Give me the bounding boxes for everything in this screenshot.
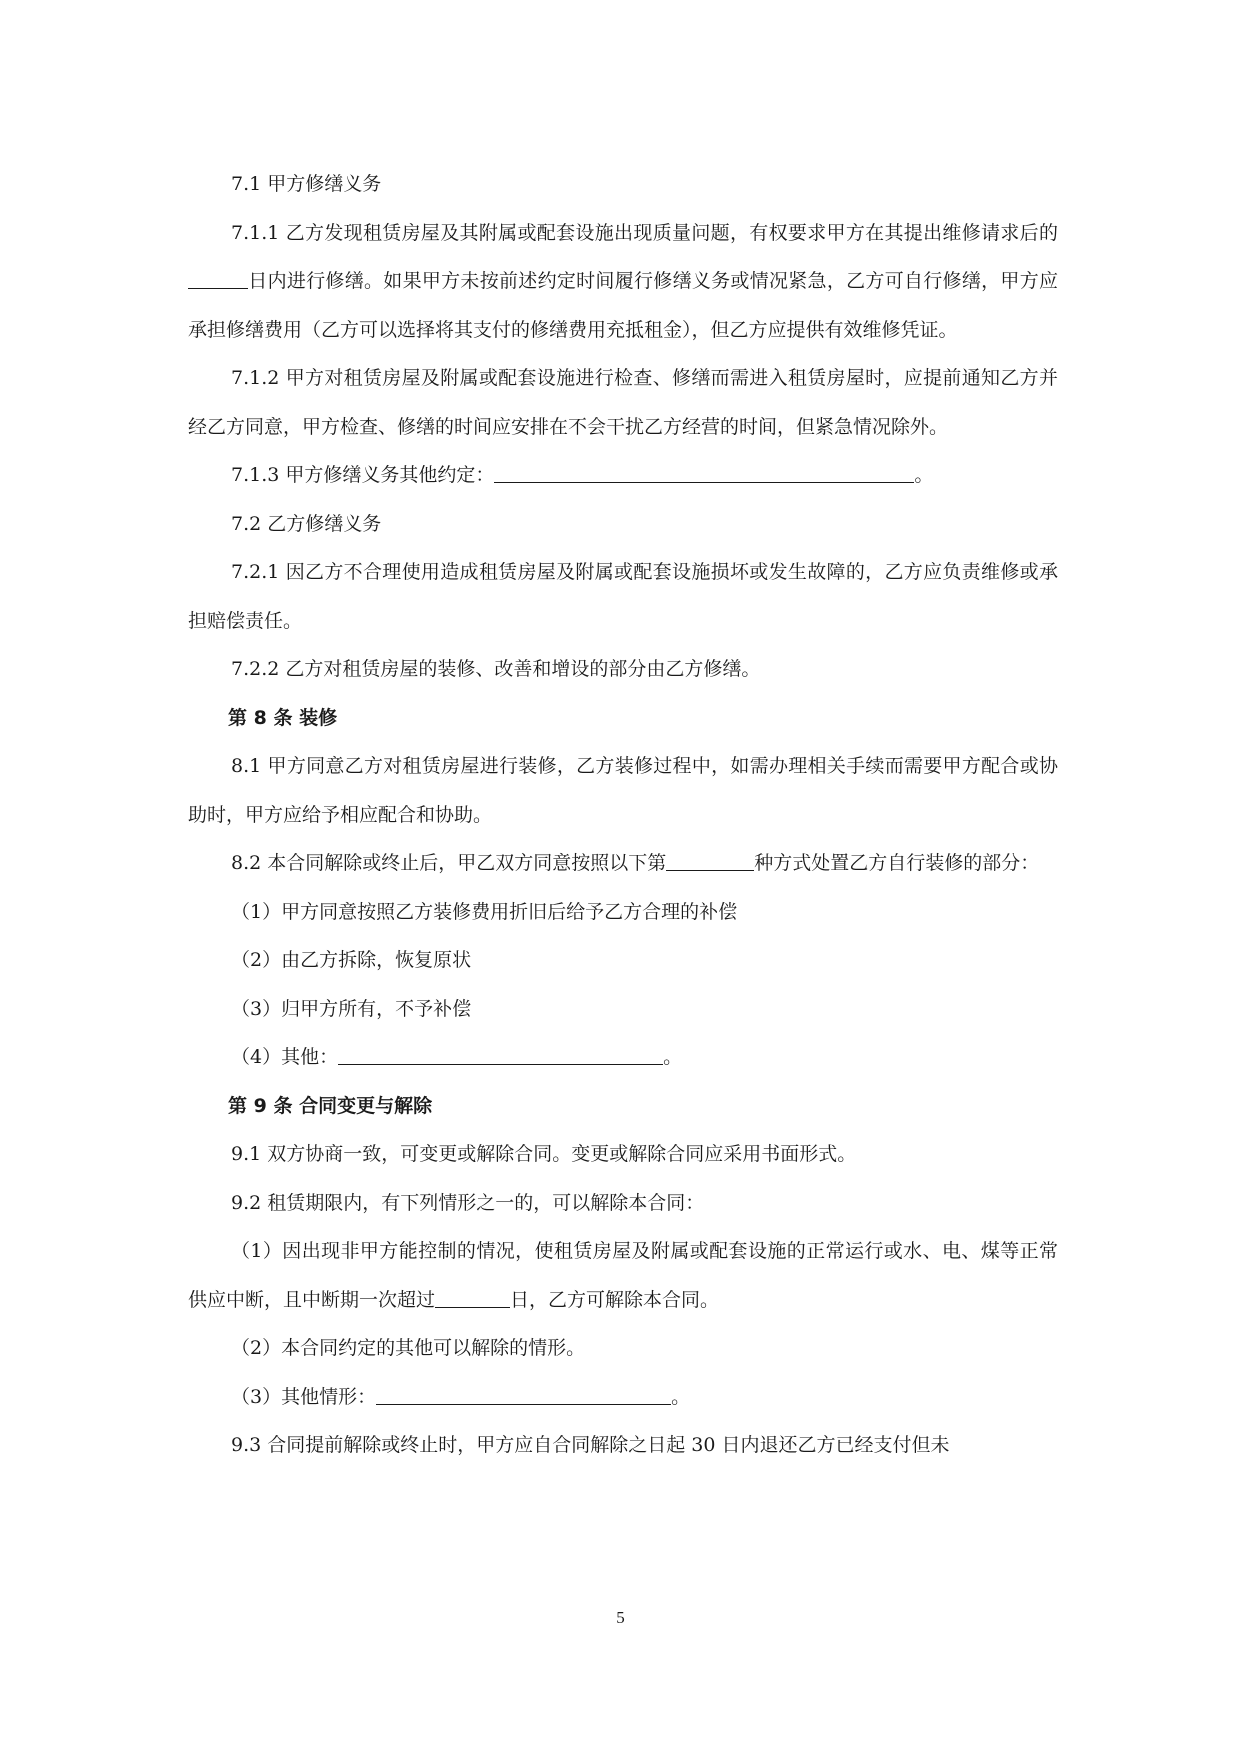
- section-7-1-heading: 7.1 甲方修缮义务: [231, 173, 382, 195]
- page-number: 5: [616, 1608, 625, 1627]
- clause-9-2-3: （3）其他情形： 。: [231, 1385, 691, 1408]
- clause-7-2-2: 7.2.2 乙方对租赁房屋的装修、改善和增设的部分由乙方修缮。: [231, 658, 761, 680]
- clause-9-3: 9.3 合同提前解除或终止时，甲方应自合同解除之日起 30 日内退还乙方已经支付但未: [231, 1434, 950, 1456]
- page-body: [188, 160, 1058, 1470]
- clause-7-1-3: 7.1.3 甲方修缮义务其他约定： 。: [231, 464, 934, 486]
- clause-7-1-1: 7.1.1 乙方发现租赁房屋及其附属或配套设施出现质量问题，有权要求甲方在其提出维修请求后的日内进行修缮。如果甲方未按前述约定时间履行修缮义务或情况紧急，乙方可自行修缮，甲方应承担修缮费用（乙方可以选择将其支付的修缮费用充抵租金），但乙方应提供有效维修凭证。: [188, 221, 1058, 341]
- option-3: （3）归甲方所有，不予补偿: [231, 997, 472, 1020]
- interruption-days-blank: [435, 1288, 510, 1308]
- option-4: （4）其他： 。: [231, 1046, 683, 1068]
- other-option-blank: [338, 1045, 663, 1065]
- option-1: （1）甲方同意按照乙方装修费用折旧后给予乙方合理的补偿: [231, 900, 738, 923]
- option-2: （2）由乙方拆除，恢复原状: [231, 949, 472, 971]
- clause-9-2-1: （1）因出现非甲方能控制的情况，使租赁房屋及附属或配套设施的正常运行或水、电、煤等正常供应中断，且中断期一次超过 日，乙方可解除本合同。: [188, 1240, 1058, 1311]
- clause-7-1-2: 7.1.2 甲方对租赁房屋及附属或配套设施进行检查、修缮而需进入租赁房屋时，应提前通知乙方并经乙方同意，甲方检查、修缮的时间应安排在不会干扰乙方经营的时间，但紧急情况除外。: [188, 367, 1058, 438]
- other-circumstance-blank: [376, 1385, 671, 1405]
- other-agreement-blank: [494, 463, 914, 483]
- clause-8-2: 8.2 本合同解除或终止后，甲乙双方同意按照以下第 种方式处置乙方自行装修的部分：: [231, 852, 1040, 874]
- section-7-2-heading: 7.2 乙方修缮义务: [231, 512, 382, 535]
- option-number-blank: [666, 851, 754, 871]
- days-blank: [188, 269, 248, 289]
- clause-9-2-2: （2）本合同约定的其他可以解除的情形。: [231, 1337, 586, 1359]
- clause-9-2: 9.2 租赁期限内，有下列情形之一的，可以解除本合同：: [231, 1191, 705, 1214]
- clause-9-1: 9.1 双方协商一致，可变更或解除合同。变更或解除合同应采用书面形式。: [231, 1143, 857, 1165]
- article-9-heading: 第 9 条 合同变更与解除: [228, 1094, 433, 1117]
- clause-7-2-1: 7.2.1 因乙方不合理使用造成租赁房屋及附属或配套设施损坏或发生故障的，乙方应负责维修或承担赔偿责任。: [188, 561, 1058, 632]
- clause-8-1: 8.1 甲方同意乙方对租赁房屋进行装修，乙方装修过程中，如需办理相关手续而需要甲方配合或协助时，甲方应给予相应配合和协助。: [188, 755, 1058, 826]
- article-8-heading: 第 8 条 装修: [228, 706, 338, 729]
